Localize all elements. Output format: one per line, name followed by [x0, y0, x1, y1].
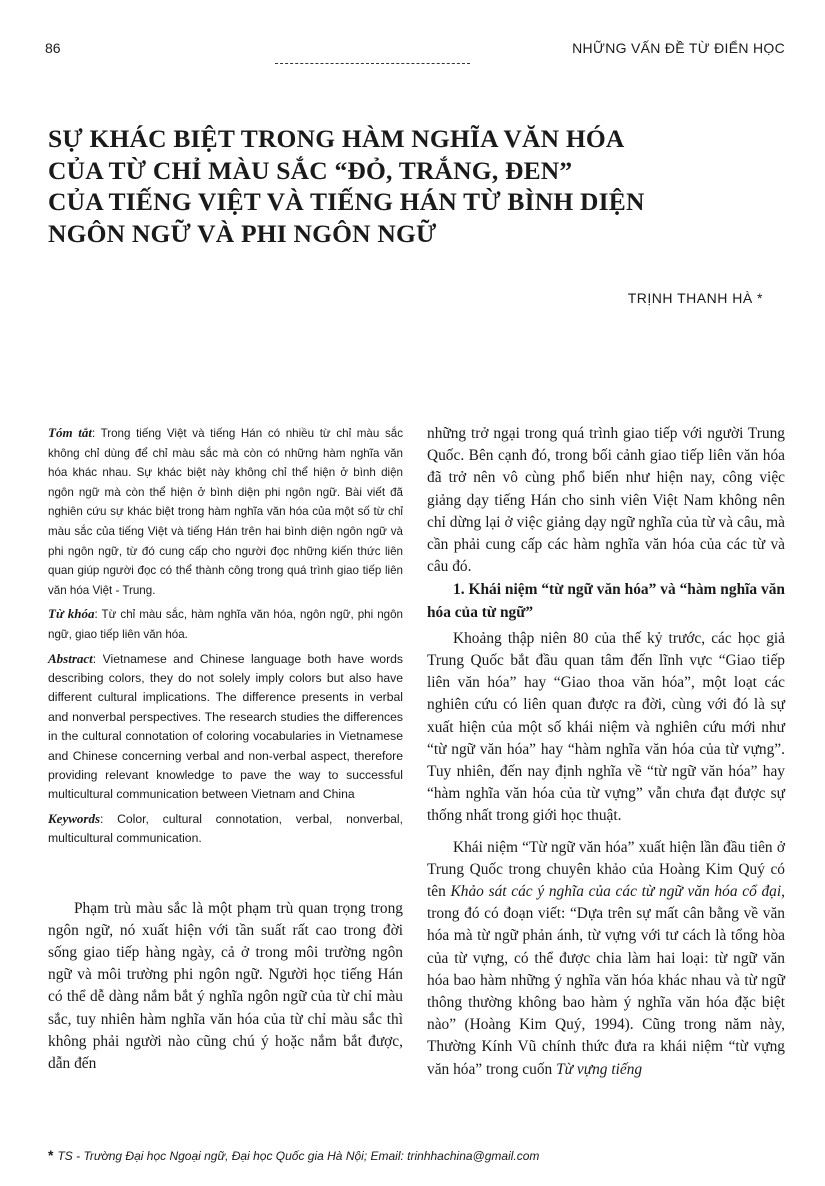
intro-paragraph-right: những trở ngại trong quá trình giao tiếp với người Trung Quốc. Bên cạnh đó, trong bối cảnh giao tiếp liên văn hóa đã trở nên vô cùng phổ biến như hiện nay, công việc giảng dạy tiếng Hán cho sinh viên Việt Nam không nên chỉ dừng lại ở việc giảng dạy ngữ nghĩa của từ và câu, mà cần phải cung cấp các hàm nghĩa văn hóa của các từ và câu đó.	[427, 425, 785, 576]
abstract-en-label: Abstract	[48, 650, 93, 666]
book-title-italic: Khảo sát các ý nghĩa của các từ ngữ văn hóa cổ đại	[450, 883, 782, 901]
book-title-italic-end: Từ vựng tiếng	[556, 1060, 643, 1078]
para-2-mid: , trong đó có đoạn viết: “Dựa trên sự mất cân bằng về văn hóa mà từ ngữ phản ánh, từ vựng với tư cách là tổng hòa của từ vựng, có thể được chia làm hai loại: từ ngữ văn hóa bao hàm những ý nghĩa văn hóa khác nhau và từ ngữ thông thường không bao hàm ý nghĩa văn hóa đặc biệt nào” (Hoàng Kim Quý, 1994). Cũng trong năm này, Thường Kính Vũ chính thức đưa ra khái niệm “từ vựng văn hóa” trong cuốn	[427, 883, 785, 1078]
body-paragraph-1: Khoảng thập niên 80 của thế kỷ trước, các học giả Trung Quốc bắt đầu quan tâm đến lĩnh vực “Giao tiếp liên văn hóa” hay “Giao thoa văn hóa”, một loạt các nghiên cứu có liên quan được ra đời, cùng với đó là sự xuất hiện của một số khái niệm và nghiên cứu mới như “từ ngữ văn hóa” hay “hàm nghĩa văn hóa của từ vựng”. Tuy nhiên, đến nay định nghĩa về “từ ngữ văn hóa” hay “hàm nghĩa văn hóa của từ vựng” vẫn chưa đạt được sự thống nhất trong giới học thuật.	[427, 629, 785, 825]
intro-paragraph-left: Phạm trù màu sắc là một phạm trù quan trọng trong ngôn ngữ, nó xuất hiện với tần suất rất cao trong đời sống giao tiếp hàng ngày, cả ở trong môi trường ngôn ngữ và môi trường phi ngôn ngữ. Người học tiếng Hán có thể dễ dàng nắm bắt ý nghĩa ngôn ngữ của từ chỉ màu sắc, tuy nhiên hàm nghĩa văn hóa của từ chỉ màu sắc thì không phải người nào cũng chú ý hoặc nắm bắt được, dẫn đến	[48, 899, 403, 1073]
footnote-text: TS - Trường Đại học Ngoại ngữ, Đại học Quốc gia Hà Nội; Email: trinhhachina@gmail.com	[57, 1149, 540, 1163]
abstract-english	[48, 649, 403, 805]
para-2-start: Khái niệm “Từ ngữ văn hóa” xuất hiện lần đầu tiên ở Trung Quốc trong chuyên khảo của Hoàng Kim Quý có tên	[427, 838, 785, 901]
title-line-3: CỦA TIẾNG VIỆT VÀ TIẾNG HÁN TỪ BÌNH DIỆN	[48, 187, 645, 216]
left-column	[48, 423, 403, 1075]
keywords-vietnamese	[48, 604, 403, 644]
right-column	[427, 423, 785, 1081]
journal-title: NHỮNG VẤN ĐỀ TỪ ĐIỂN HỌC	[572, 40, 785, 56]
article-title	[48, 123, 788, 249]
section-1-heading: 1. Khái niệm “từ ngữ văn hóa” và “hàm nghĩa văn hóa của từ ngữ”	[427, 581, 785, 621]
title-line-2: CỦA TỪ CHỈ MÀU SẮC “ĐỎ, TRẮNG, ĐEN”	[48, 155, 573, 185]
keywords-en-text: : Color, cultural connotation, verbal, nonverbal, multicultural communication.	[48, 811, 403, 846]
footnote-marker: *	[48, 1147, 54, 1163]
keywords-english	[48, 809, 403, 849]
abstract-vn-text: : Trong tiếng Việt và tiếng Hán có nhiều từ chỉ màu sắc không chỉ dùng để chỉ màu sắc mà còn có những hàm nghĩa văn hóa khác nhau. Sự khác biệt này không chỉ thể hiện ở bình diện ngôn ngữ mà còn thể hiện ở bình diện phi ngôn ngữ. Bài viết đã nghiên cứu sự khác biệt trong hàm nghĩa văn hóa của một số từ chỉ màu sắc của tiếng Việt và tiếng Hán trên hai bình diện ngôn ngữ và phi ngôn ngữ, từ đó cung cấp cho người đọc những kiến thức liên quan giúp người đọc có thể thành công trong quá trình giao tiếp liên văn hóa Việt - Trung.	[48, 427, 404, 597]
footnote	[48, 1147, 539, 1163]
abstract-en-text: : Vietnamese and Chinese language both have words describing colors, they do not solely imply colors but also have different cultural implications. The difference presents in verbal and nonverbal perspectives. The research studies the differences in the cultural connotation of coloring vocabularies in Vietnamese and Chinese concerning verbal and non-verbal aspect, therefore providing relevant knowledge to pave the way to successful multicultural communication between Vietnam and China	[48, 651, 403, 802]
keywords-vn-text: : Từ chỉ màu sắc, hàm nghĩa văn hóa, ngôn ngữ, phi ngôn ngữ, giao tiếp liên văn hóa.	[48, 608, 403, 641]
abstract-vn-label: Tóm tắt	[48, 425, 92, 440]
author-name: TRỊNH THANH HÀ *	[627, 290, 763, 306]
abstract-vietnamese	[48, 423, 403, 600]
page-number: 86	[45, 40, 61, 56]
header-divider	[275, 63, 470, 64]
body-paragraph-2	[427, 837, 785, 1081]
keywords-en-label: Keywords	[48, 810, 100, 826]
title-line-1: SỰ KHÁC BIỆT TRONG HÀM NGHĨA VĂN HÓA	[48, 124, 625, 153]
keywords-vn-label: Từ khóa	[48, 606, 95, 622]
title-line-4: NGÔN NGỮ VÀ PHI NGÔN NGỮ	[48, 218, 437, 248]
